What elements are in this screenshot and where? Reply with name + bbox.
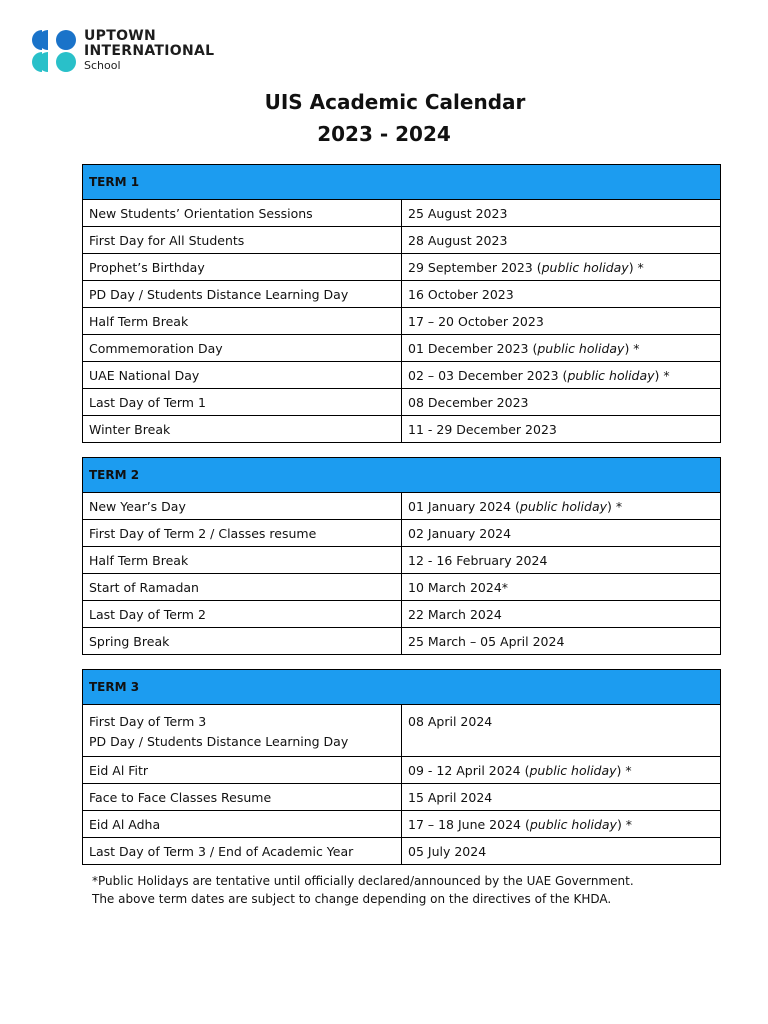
table-row [83,811,721,838]
table-row [83,308,721,335]
event-cell: New Students’ Orientation Sessions [83,200,402,227]
date-cell: 05 July 2024 [402,838,721,865]
event-cell: Half Term Break [83,308,402,335]
date-cell: 01 January 2024 (public holiday) * [402,493,721,520]
school-name-line1: UPTOWN [84,27,157,44]
event-cell: Eid Al Fitr [83,757,402,784]
school-name-line2: INTERNATIONAL [84,42,215,59]
table-row [83,757,721,784]
date-cell: 08 December 2023 [402,389,721,416]
table-row [83,547,721,574]
date-cell: 02 January 2024 [402,520,721,547]
date-cell: 25 August 2023 [402,200,721,227]
event-cell: Last Day of Term 1 [83,389,402,416]
page-title: UIS Academic Calendar [264,90,526,114]
school-logo-icon [32,26,78,74]
table-row [83,838,721,865]
table-row [83,335,721,362]
date-cell: 28 August 2023 [402,227,721,254]
event-cell: Half Term Break [83,547,402,574]
table-row [83,200,721,227]
table-row [83,784,721,811]
event-cell: PD Day / Students Distance Learning Day [83,281,402,308]
term-header: TERM 1 [83,165,721,200]
table-row [83,574,721,601]
school-name-line3: School [84,58,121,72]
date-cell: 25 March – 05 April 2024 [402,628,721,655]
date-cell: 02 – 03 December 2023 (public holiday) * [402,362,721,389]
table-row [83,362,721,389]
date-cell: 10 March 2024* [402,574,721,601]
footnote-holidays: *Public Holidays are tentative until officially declared/announced by the UAE Government. [92,874,634,888]
footnotes [92,872,634,908]
event-cell: New Year’s Day [83,493,402,520]
event-cell: Spring Break [83,628,402,655]
academic-year: 2023 - 2024 [317,122,451,146]
date-cell: 16 October 2023 [402,281,721,308]
date-cell: 12 - 16 February 2024 [402,547,721,574]
table-row [83,628,721,655]
event-cell: First Day of Term 2 / Classes resume [83,520,402,547]
table-row [83,493,721,520]
date-cell: 29 September 2023 (public holiday) * [402,254,721,281]
event-cell: Last Day of Term 3 / End of Academic Year [83,838,402,865]
term-3-table [82,669,721,865]
event-cell: Start of Ramadan [83,574,402,601]
table-row [83,520,721,547]
date-cell: 09 - 12 April 2024 (public holiday) * [402,757,721,784]
term-1-table [82,164,721,443]
footnote-khda: The above term dates are subject to change depending on the directives of the KHDA. [92,892,612,906]
date-cell: 01 December 2023 (public holiday) * [402,335,721,362]
table-row [83,416,721,443]
event-cell: Winter Break [83,416,402,443]
table-row [83,705,721,757]
school-logo [32,26,214,74]
event-cell: UAE National Day [83,362,402,389]
date-cell: 15 April 2024 [402,784,721,811]
event-cell: Last Day of Term 2 [83,601,402,628]
table-row [83,281,721,308]
table-row [83,227,721,254]
date-cell: 22 March 2024 [402,601,721,628]
event-cell: Prophet’s Birthday [83,254,402,281]
event-cell: Commemoration Day [83,335,402,362]
date-cell: 17 – 20 October 2023 [402,308,721,335]
table-row [83,389,721,416]
date-cell: 11 - 29 December 2023 [402,416,721,443]
event-cell: First Day for All Students [83,227,402,254]
event-cell: Eid Al Adha [83,811,402,838]
event-cell: First Day of Term 3 PD Day / Students Distance Learning Day [83,705,402,757]
table-row [83,254,721,281]
term-header: TERM 2 [83,458,721,493]
term-header: TERM 3 [83,670,721,705]
date-cell: 17 – 18 June 2024 (public holiday) * [402,811,721,838]
table-row [83,601,721,628]
date-cell: 08 April 2024 [402,705,721,757]
term-2-table [82,457,721,655]
event-cell: Face to Face Classes Resume [83,784,402,811]
